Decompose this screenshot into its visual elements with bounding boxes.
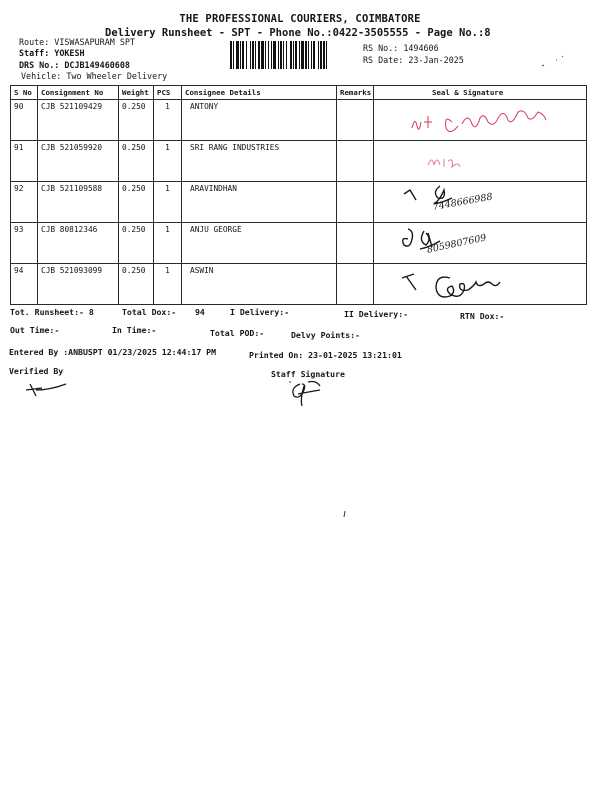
staff-label: Staff: YOKESH bbox=[19, 48, 85, 58]
total-runsheet: Tot. Runsheet:- 8 bbox=[10, 307, 94, 317]
rs-date: RS Date: 23-Jan-2025 bbox=[363, 55, 464, 65]
col-header-remarks: Remarks bbox=[337, 86, 374, 100]
consignee-cell: ANJU GEORGE bbox=[182, 223, 337, 264]
col-header-pcs: PCS bbox=[154, 86, 182, 100]
drs-number: DRS No.: DCJB149460608 bbox=[19, 60, 130, 70]
verified-by-label: Verified By bbox=[9, 366, 64, 376]
table-row bbox=[11, 100, 587, 141]
consignee-cell: ANTONY bbox=[182, 100, 337, 141]
in-time: In Time:- bbox=[112, 325, 157, 335]
sno-cell: 94 bbox=[11, 264, 38, 305]
weight-cell: 0.250 bbox=[119, 100, 154, 141]
corner-pen-marks bbox=[538, 52, 568, 76]
sno-cell: 90 bbox=[11, 100, 38, 141]
total-dox-value: 94 bbox=[195, 307, 205, 317]
signature-red-scrawl bbox=[404, 108, 584, 136]
weight-cell: 0.250 bbox=[119, 264, 154, 305]
seal-cell bbox=[374, 223, 587, 264]
col-header-weight: Weight bbox=[119, 86, 154, 100]
col-header-consignment: Consignment No bbox=[38, 86, 119, 100]
weight-cell: 0.250 bbox=[119, 223, 154, 264]
staff-signature bbox=[284, 376, 334, 408]
signature-red-initials bbox=[424, 149, 484, 173]
remarks-cell bbox=[337, 141, 374, 182]
consignment-cell: CJB 521109588 bbox=[38, 182, 119, 223]
weight-cell: 0.250 bbox=[119, 182, 154, 223]
table-row bbox=[11, 223, 587, 264]
verifier-signature bbox=[22, 378, 72, 400]
i-delivery: I Delivery:- bbox=[230, 307, 290, 317]
barcode bbox=[230, 41, 358, 69]
handwritten-phone-number: 7448666988 bbox=[432, 191, 494, 213]
table-row bbox=[11, 182, 587, 223]
consignee-cell: ASWIN bbox=[182, 264, 337, 305]
sno-cell: 91 bbox=[11, 141, 38, 182]
pcs-cell: 1 bbox=[154, 223, 182, 264]
delivery-table bbox=[10, 85, 587, 305]
table-row bbox=[11, 141, 587, 182]
sno-cell: 92 bbox=[11, 182, 38, 223]
pcs-cell: 1 bbox=[154, 182, 182, 223]
handwritten-phone-number: 8059807609 bbox=[426, 232, 488, 256]
consignment-cell: CJB 80812346 bbox=[38, 223, 119, 264]
rs-number: RS No.: 1494606 bbox=[363, 43, 439, 53]
printed-on: Printed On: 23-01-2025 13:21:01 bbox=[249, 350, 402, 360]
stray-pen-mark bbox=[341, 510, 349, 520]
pcs-cell: 1 bbox=[154, 141, 182, 182]
sno-cell: 93 bbox=[11, 223, 38, 264]
pcs-cell: 1 bbox=[154, 264, 182, 305]
consignment-cell: CJB 521093099 bbox=[38, 264, 119, 305]
col-header-consignee: Consignee Details bbox=[182, 86, 337, 100]
staff-signature-label: Staff Signature bbox=[271, 369, 345, 379]
col-header-seal: Seal & Signature bbox=[374, 86, 587, 100]
route-label: Route: VISWASAPURAM SPT bbox=[19, 37, 135, 47]
col-header-sno: S No bbox=[11, 86, 38, 100]
table-row bbox=[11, 264, 587, 305]
ii-delivery: II Delivery:- bbox=[344, 309, 409, 319]
rtn-dox: RTN Dox:- bbox=[460, 311, 505, 321]
remarks-cell bbox=[337, 182, 374, 223]
consignee-cell: ARAVINDHAN bbox=[182, 182, 337, 223]
seal-cell bbox=[374, 182, 587, 223]
runsheet-title: Delivery Runsheet - SPT - Phone No.:0422-3505555 - Page No.:8 bbox=[105, 27, 491, 39]
company-name: THE PROFESSIONAL COURIERS, COIMBATORE bbox=[179, 13, 421, 25]
remarks-cell bbox=[337, 100, 374, 141]
out-time: Out Time:- bbox=[10, 325, 60, 335]
vehicle-label: Vehicle: Two Wheeler Delivery bbox=[21, 71, 168, 81]
signature-black bbox=[398, 264, 528, 304]
seal-cell bbox=[374, 100, 587, 141]
total-dox-label: Total Dox:- bbox=[122, 307, 177, 317]
seal-cell bbox=[374, 141, 587, 182]
remarks-cell bbox=[337, 223, 374, 264]
pcs-cell: 1 bbox=[154, 100, 182, 141]
consignee-cell: SRI RANG INDUSTRIES bbox=[182, 141, 337, 182]
entered-by: Entered By :ANBUSPT 01/23/2025 12:44:17 PM bbox=[9, 347, 217, 357]
table-header-row bbox=[11, 86, 587, 100]
delivery-points: Delvy Points:- bbox=[291, 330, 361, 340]
weight-cell: 0.250 bbox=[119, 141, 154, 182]
consignment-cell: CJB 521059920 bbox=[38, 141, 119, 182]
consignment-cell: CJB 521109429 bbox=[38, 100, 119, 141]
total-pod: Total POD:- bbox=[210, 328, 265, 338]
seal-cell bbox=[374, 264, 587, 305]
remarks-cell bbox=[337, 264, 374, 305]
